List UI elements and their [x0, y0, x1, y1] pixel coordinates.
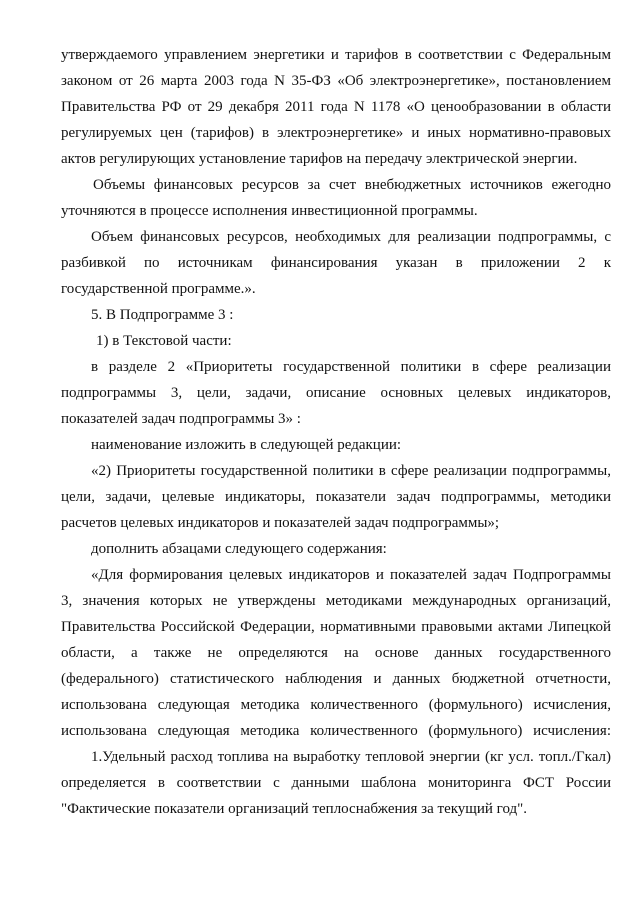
text-line: определяется в соответствии с данными шаблона мониторинга ФСТ России — [61, 775, 611, 791]
text-line: использована следующая методика количественного (формульного) исчисления: — [61, 723, 611, 739]
text-line: разбивкой по источникам финансирования указан в приложении 2 к — [61, 255, 611, 271]
paragraph-first-line: 1.Удельный расход топлива на выработку тепловой энергии (кг усл. топл./Гкал) — [91, 749, 611, 765]
text-line: расчетов целевых индикаторов и показателей задач подпрограммы»; — [61, 515, 500, 531]
text-line: регулируемых цен (тарифов) в электроэнергетике» и иных нормативно-правовых — [61, 125, 611, 141]
paragraph-first-line: «Для формирования целевых индикаторов и показателей задач Подпрограммы — [91, 567, 611, 583]
text-line: подпрограммы 3, цели, задачи, описание основных целевых индикаторов, — [61, 385, 611, 401]
text-line: Правительства Российской Федерации, нормативными правовыми актами Липецкой — [61, 619, 611, 635]
text-line: законом от 26 марта 2003 года N 35-ФЗ «Об электроэнергетике», постановлением — [61, 73, 611, 89]
text-line: цели, задачи, целевые индикаторы, показатели задач подпрограммы, методики — [61, 489, 611, 505]
text-line: уточняются в процессе исполнения инвестиционной программы. — [61, 203, 478, 219]
subsection-heading: 1) в Текстовой части: — [96, 333, 232, 349]
text-line: актов регулирующих установление тарифов на передачу электрической энергии. — [61, 151, 578, 167]
text-line: области, а также не определяются на основе данных государственного — [61, 645, 611, 661]
text-line: 3, значения которых не утверждены методиками международных организаций, — [61, 593, 611, 609]
paragraph-first-line: «2) Приоритеты государственной политики в сфере реализации подпрограммы, — [91, 463, 611, 479]
text-line: Правительства РФ от 29 декабря 2011 года N 1178 «О ценообразовании в области — [61, 99, 611, 115]
text-line: (федерального) статистического наблюдения и данных бюджетной отчетности, — [61, 671, 611, 687]
text-line: утверждаемого управлением энергетики и тарифов в соответствии с Федеральным — [61, 47, 611, 63]
text-line: государственной программе.». — [61, 281, 256, 297]
paragraph-first-line: наименование изложить в следующей редакции: — [91, 437, 402, 453]
text-line: показателей задач подпрограммы 3» : — [61, 411, 301, 427]
text-line: использована следующая методика количественного (формульного) исчисления, — [61, 697, 611, 713]
paragraph-first-line: в разделе 2 «Приоритеты государственной политики в сфере реализации — [91, 359, 611, 375]
paragraph-first-line: дополнить абзацами следующего содержания: — [91, 541, 387, 557]
text-line: "Фактические показатели организаций теплоснабжения за текущий год". — [61, 801, 528, 817]
paragraph-first-line: Объем финансовых ресурсов, необходимых для реализации подпрограммы, с — [91, 229, 611, 245]
paragraph-first-line: Объемы финансовых ресурсов за счет внебюджетных источников ежегодно — [93, 177, 611, 193]
section-heading: 5. В Подпрограмме 3 : — [91, 307, 234, 323]
